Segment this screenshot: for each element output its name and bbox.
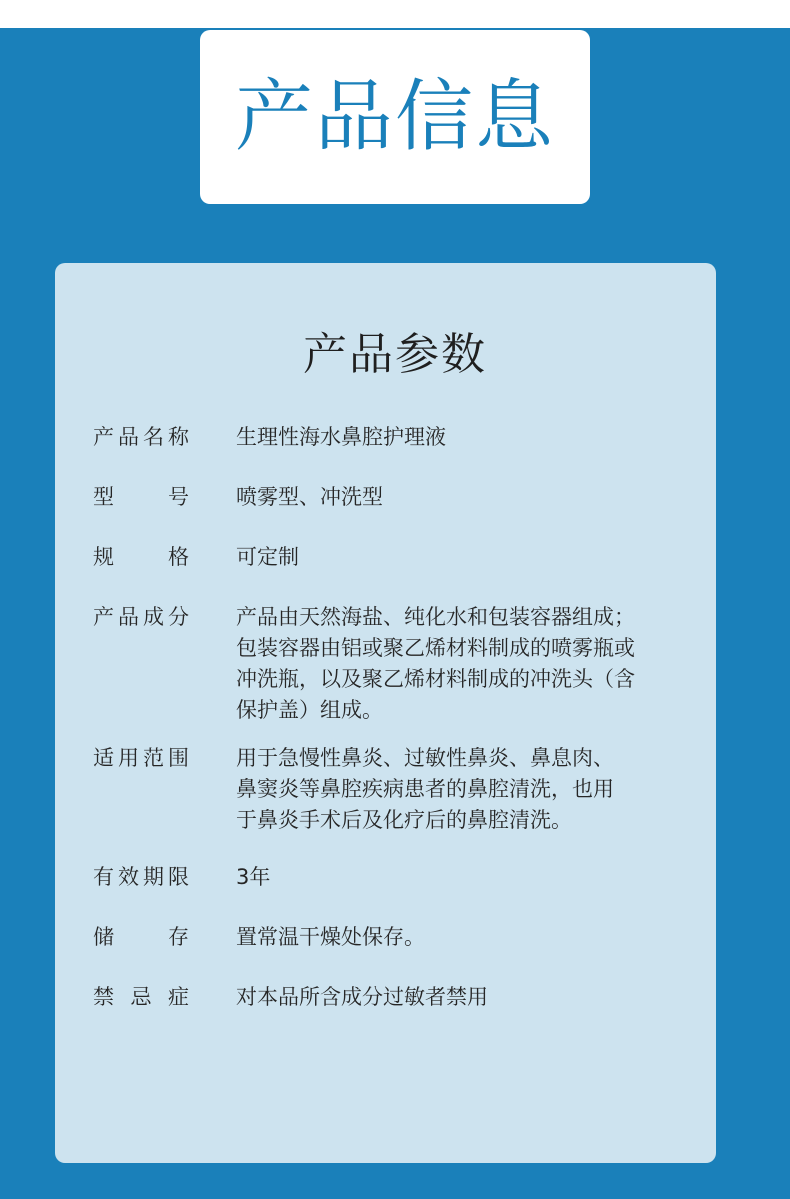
param-value: 置常温干燥处保存。 (236, 925, 425, 949)
param-label: 适 用 范 围 (93, 746, 189, 770)
param-label: 产 品 名 称 (93, 425, 189, 449)
param-label: 禁 忌 症 (93, 985, 189, 1009)
param-label: 规 格 (93, 545, 189, 569)
param-label: 产 品 成 分 (93, 605, 189, 629)
param-value: 生理性海水鼻腔护理液 (236, 425, 446, 449)
param-value: 可定制 (236, 545, 299, 569)
param-value: 对本品所含成分过敏者禁用 (236, 985, 488, 1009)
param-value: 产品由天然海盐、纯化水和包装容器组成； 包装容器由铝或聚乙烯材料制成的喷雾瓶或 冲洗瓶，以及聚乙烯材料制成的冲洗头（含 保护盖）组成。 (236, 605, 635, 722)
param-value: 3年 (236, 865, 271, 889)
header-card (200, 30, 590, 204)
param-label: 型 号 (93, 485, 189, 509)
params-section-title: 产品参数 (303, 329, 487, 380)
param-label: 储 存 (93, 925, 189, 949)
param-value: 用于急慢性鼻炎、过敏性鼻炎、鼻息肉、 鼻窦炎等鼻腔疾病患者的鼻腔清洗，也用 于鼻炎手术后及化疗后的鼻腔清洗。 (236, 746, 614, 832)
param-label: 有 效 期 限 (93, 865, 189, 889)
page-title: 产品信息 (234, 72, 555, 162)
param-value: 喷雾型、冲洗型 (236, 485, 383, 509)
